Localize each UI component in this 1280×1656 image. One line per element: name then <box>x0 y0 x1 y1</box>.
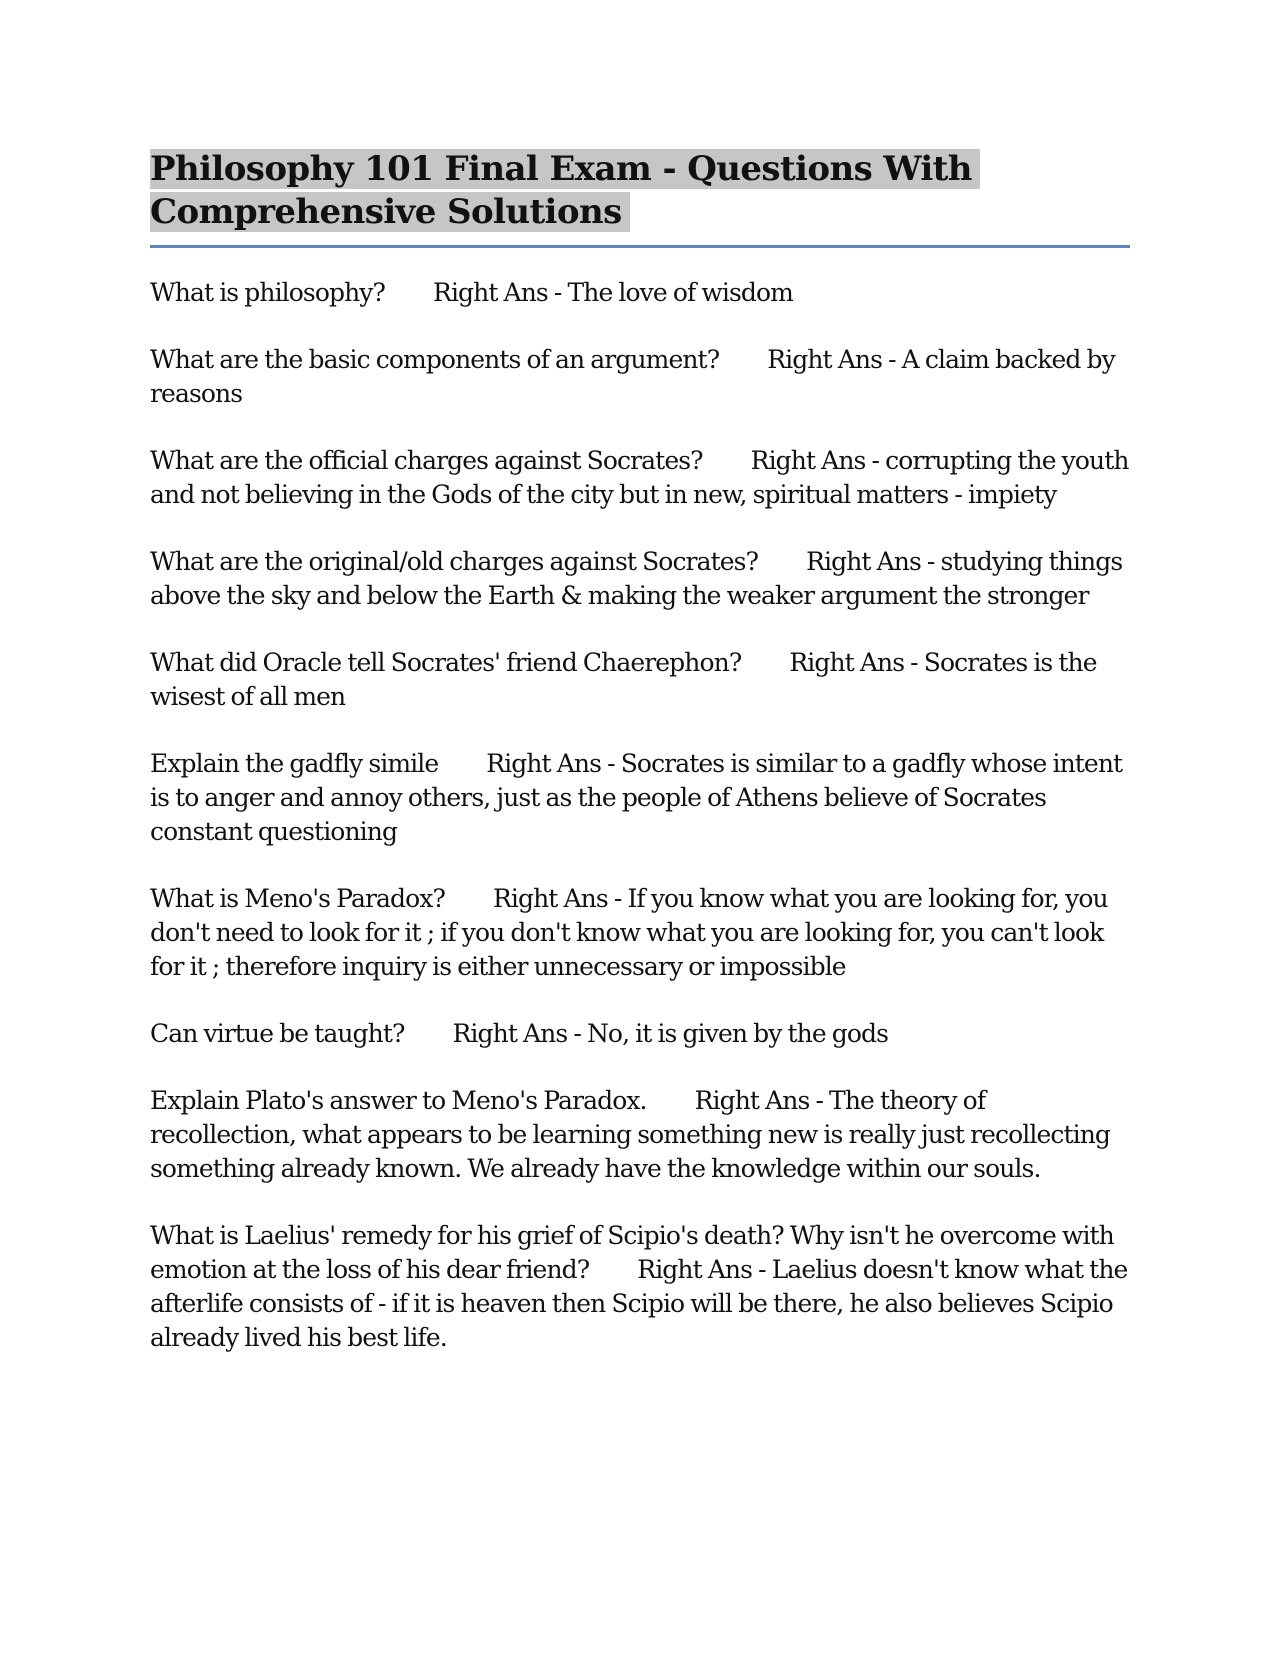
qa-item <box>150 545 1130 613</box>
answer-text: If you know what you are looking for, you don't need to look for it ; if you don't know what you are looking for, you can't look for it ; therefore inquiry is either unnecessary or impossible <box>150 884 1108 981</box>
answer-prefix: Right Ans - <box>637 1255 772 1284</box>
title-line-2: Comprehensive Solutions <box>150 192 630 232</box>
question-text: What did Oracle tell Socrates' friend Chaerephon? <box>150 648 742 677</box>
title-line-1: Philosophy 101 Final Exam - Questions With <box>150 149 980 189</box>
answer-prefix: Right Ans - <box>694 1086 830 1115</box>
answer-text: Socrates is similar to a gadfly whose intent is to anger and annoy others, just as the people of Athens believe of Socrates constant questioning <box>150 749 1123 846</box>
qa-item <box>150 1084 1130 1186</box>
answer-prefix: Right Ans - <box>492 884 628 913</box>
question-text: Can virtue be taught? <box>150 1019 405 1048</box>
question-text: What are the basic components of an argument? <box>150 345 720 374</box>
answer-text: The theory of recollection, what appears to be learning something new is really just recollecting something already known. We already have the knowledge within our souls. <box>150 1086 1111 1183</box>
document-title <box>150 148 1130 234</box>
answer-prefix: Right Ans - <box>452 1019 587 1048</box>
answer-text: Laelius doesn't know what the afterlife consists of - if it is heaven then Scipio will be there, he also believes Scipio already lived his best life. <box>150 1255 1128 1352</box>
answer-text: corrupting the youth and not believing in the Gods of the city but in new, spiritual matters - impiety <box>150 446 1129 509</box>
question-text: What are the official charges against Socrates? <box>150 446 703 475</box>
answer-prefix: Right Ans - <box>486 749 621 778</box>
qa-item <box>150 343 1130 411</box>
answer-text: The love of wisdom <box>567 278 793 307</box>
qa-item <box>150 1219 1130 1355</box>
question-text: What is philosophy? <box>150 278 386 307</box>
question-text: What is Meno's Paradox? <box>150 884 445 913</box>
qa-item <box>150 276 1130 310</box>
answer-text: A claim backed by reasons <box>150 345 1115 408</box>
question-answer-list <box>150 276 1130 1388</box>
qa-item <box>150 747 1130 849</box>
answer-prefix: Right Ans - <box>433 278 568 307</box>
title-block <box>150 148 1130 234</box>
qa-item <box>150 1017 1130 1051</box>
answer-text: studying things above the sky and below the Earth & making the weaker argument the stronger <box>150 547 1123 610</box>
answer-text: No, it is given by the gods <box>586 1019 889 1048</box>
qa-item <box>150 646 1130 714</box>
title-underline-rule <box>150 245 1130 248</box>
answer-prefix: Right Ans - <box>806 547 941 576</box>
question-text: What is Laelius' remedy for his grief of Scipio's death? Why isn't he overcome with emotion at the loss of his dear friend? <box>150 1221 1114 1284</box>
question-text: What are the original/old charges against Socrates? <box>150 547 759 576</box>
question-text: Explain Plato's answer to Meno's Paradox. <box>150 1086 647 1115</box>
answer-prefix: Right Ans - <box>789 648 924 677</box>
answer-prefix: Right Ans - <box>750 446 886 475</box>
qa-item <box>150 444 1130 512</box>
question-text: Explain the gadfly simile <box>150 749 439 778</box>
answer-prefix: Right Ans - <box>767 345 902 374</box>
qa-item <box>150 882 1130 984</box>
answer-text: Socrates is the wisest of all men <box>150 648 1097 711</box>
